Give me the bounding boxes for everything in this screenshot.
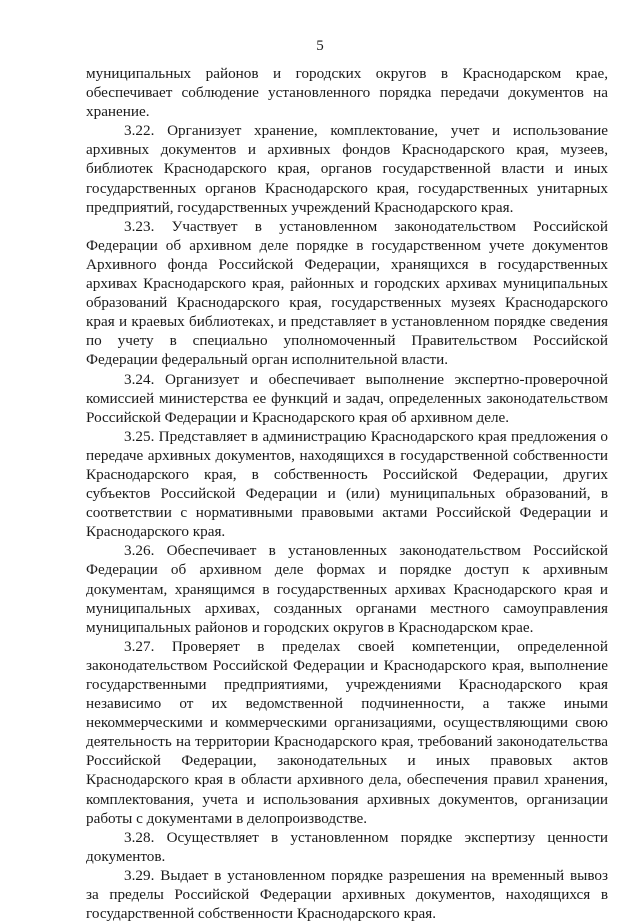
document-body: [86, 64, 608, 923]
paragraph-continuation: муниципальных районов и городских округов в Краснодарском крае, обеспечивает соблюдение установленного порядка передачи документов на хранение.: [86, 65, 608, 121]
paragraph-3-22: 3.22. Организует хранение, комплектование, учет и использование архивных документов и архивных фондов Краснодарского края, музеев, библиотек Краснодарского края, органов государственной власти и иных государственных органов Краснодарского края, государственных унитарных предприятий, государственных учреждений Краснодарского края.: [86, 122, 608, 216]
paragraph-3-29: 3.29. Выдает в установленном порядке разрешения на временный вывоз за пределы Российской Федерации архивных документов, находящихся в государственной собственности Краснодарского края.: [86, 866, 608, 923]
paragraph-3-24: 3.24. Организует и обеспечивает выполнение экспертно-проверочной комиссией министерства ее функций и задач, определенных законодательством Российской Федерации и Краснодарского края об архивном деле.: [86, 370, 608, 426]
paragraph-3-25: 3.25. Представляет в администрацию Краснодарского края предложения о передаче архивных документов, находящихся в государственной собственности Краснодарского края, в собственность Российской Федерации, других субъектов Российской Федерации и (или) муниципальных образований, в соответствии с нормативными правовыми актами Российской Федерации и Краснодарского края.: [86, 427, 608, 541]
paragraph-3-27: 3.27. Проверяет в пределах своей компетенции, определенной законодательством Российской Федерации и Краснодарского края, выполнение государственными предприятиями, учреждениями Краснодарского края независимо от их ведомственной подчиненности, а также иными некоммерческими и коммерческими организациями, осуществляющими свою деятельность на территории Краснодарского края, требований законодательства Российской Федерации, законодательных и иных правовых актов Краснодарского края в области архивного дела, обеспечения правил хранения, комплектования, учета и использования архивных документов, организации работы с документами в делопроизводстве.: [86, 637, 608, 827]
paragraph-3-23: 3.23. Участвует в установленном законодательством Российской Федерации об архивном деле порядке в государственном учете документов Архивного фонда Российской Федерации, хранящихся в государственных архивах Краснодарского края, районных и городских архивах муниципальных образований Краснодарского края, государственных музеях Краснодарского края и краевых библиотеках, и представляет в установленном порядке сведения по учету в специально уполномоченный Правительством Российской Федерации федеральный орган исполнительной власти.: [86, 217, 608, 369]
page-number: 5: [316, 38, 324, 54]
paragraph-3-26: 3.26. Обеспечивает в установленных законодательством Российской Федерации об архивном деле формах и порядке доступ к архивным документам, хранящимся в государственных архивах Краснодарского края и муниципальных архивах, созданных органами местного самоуправления муниципальных районов и городских округов в Краснодарском крае.: [86, 542, 608, 636]
paragraph-3-28: 3.28. Осуществляет в установленном порядке экспертизу ценности документов.: [86, 828, 608, 865]
